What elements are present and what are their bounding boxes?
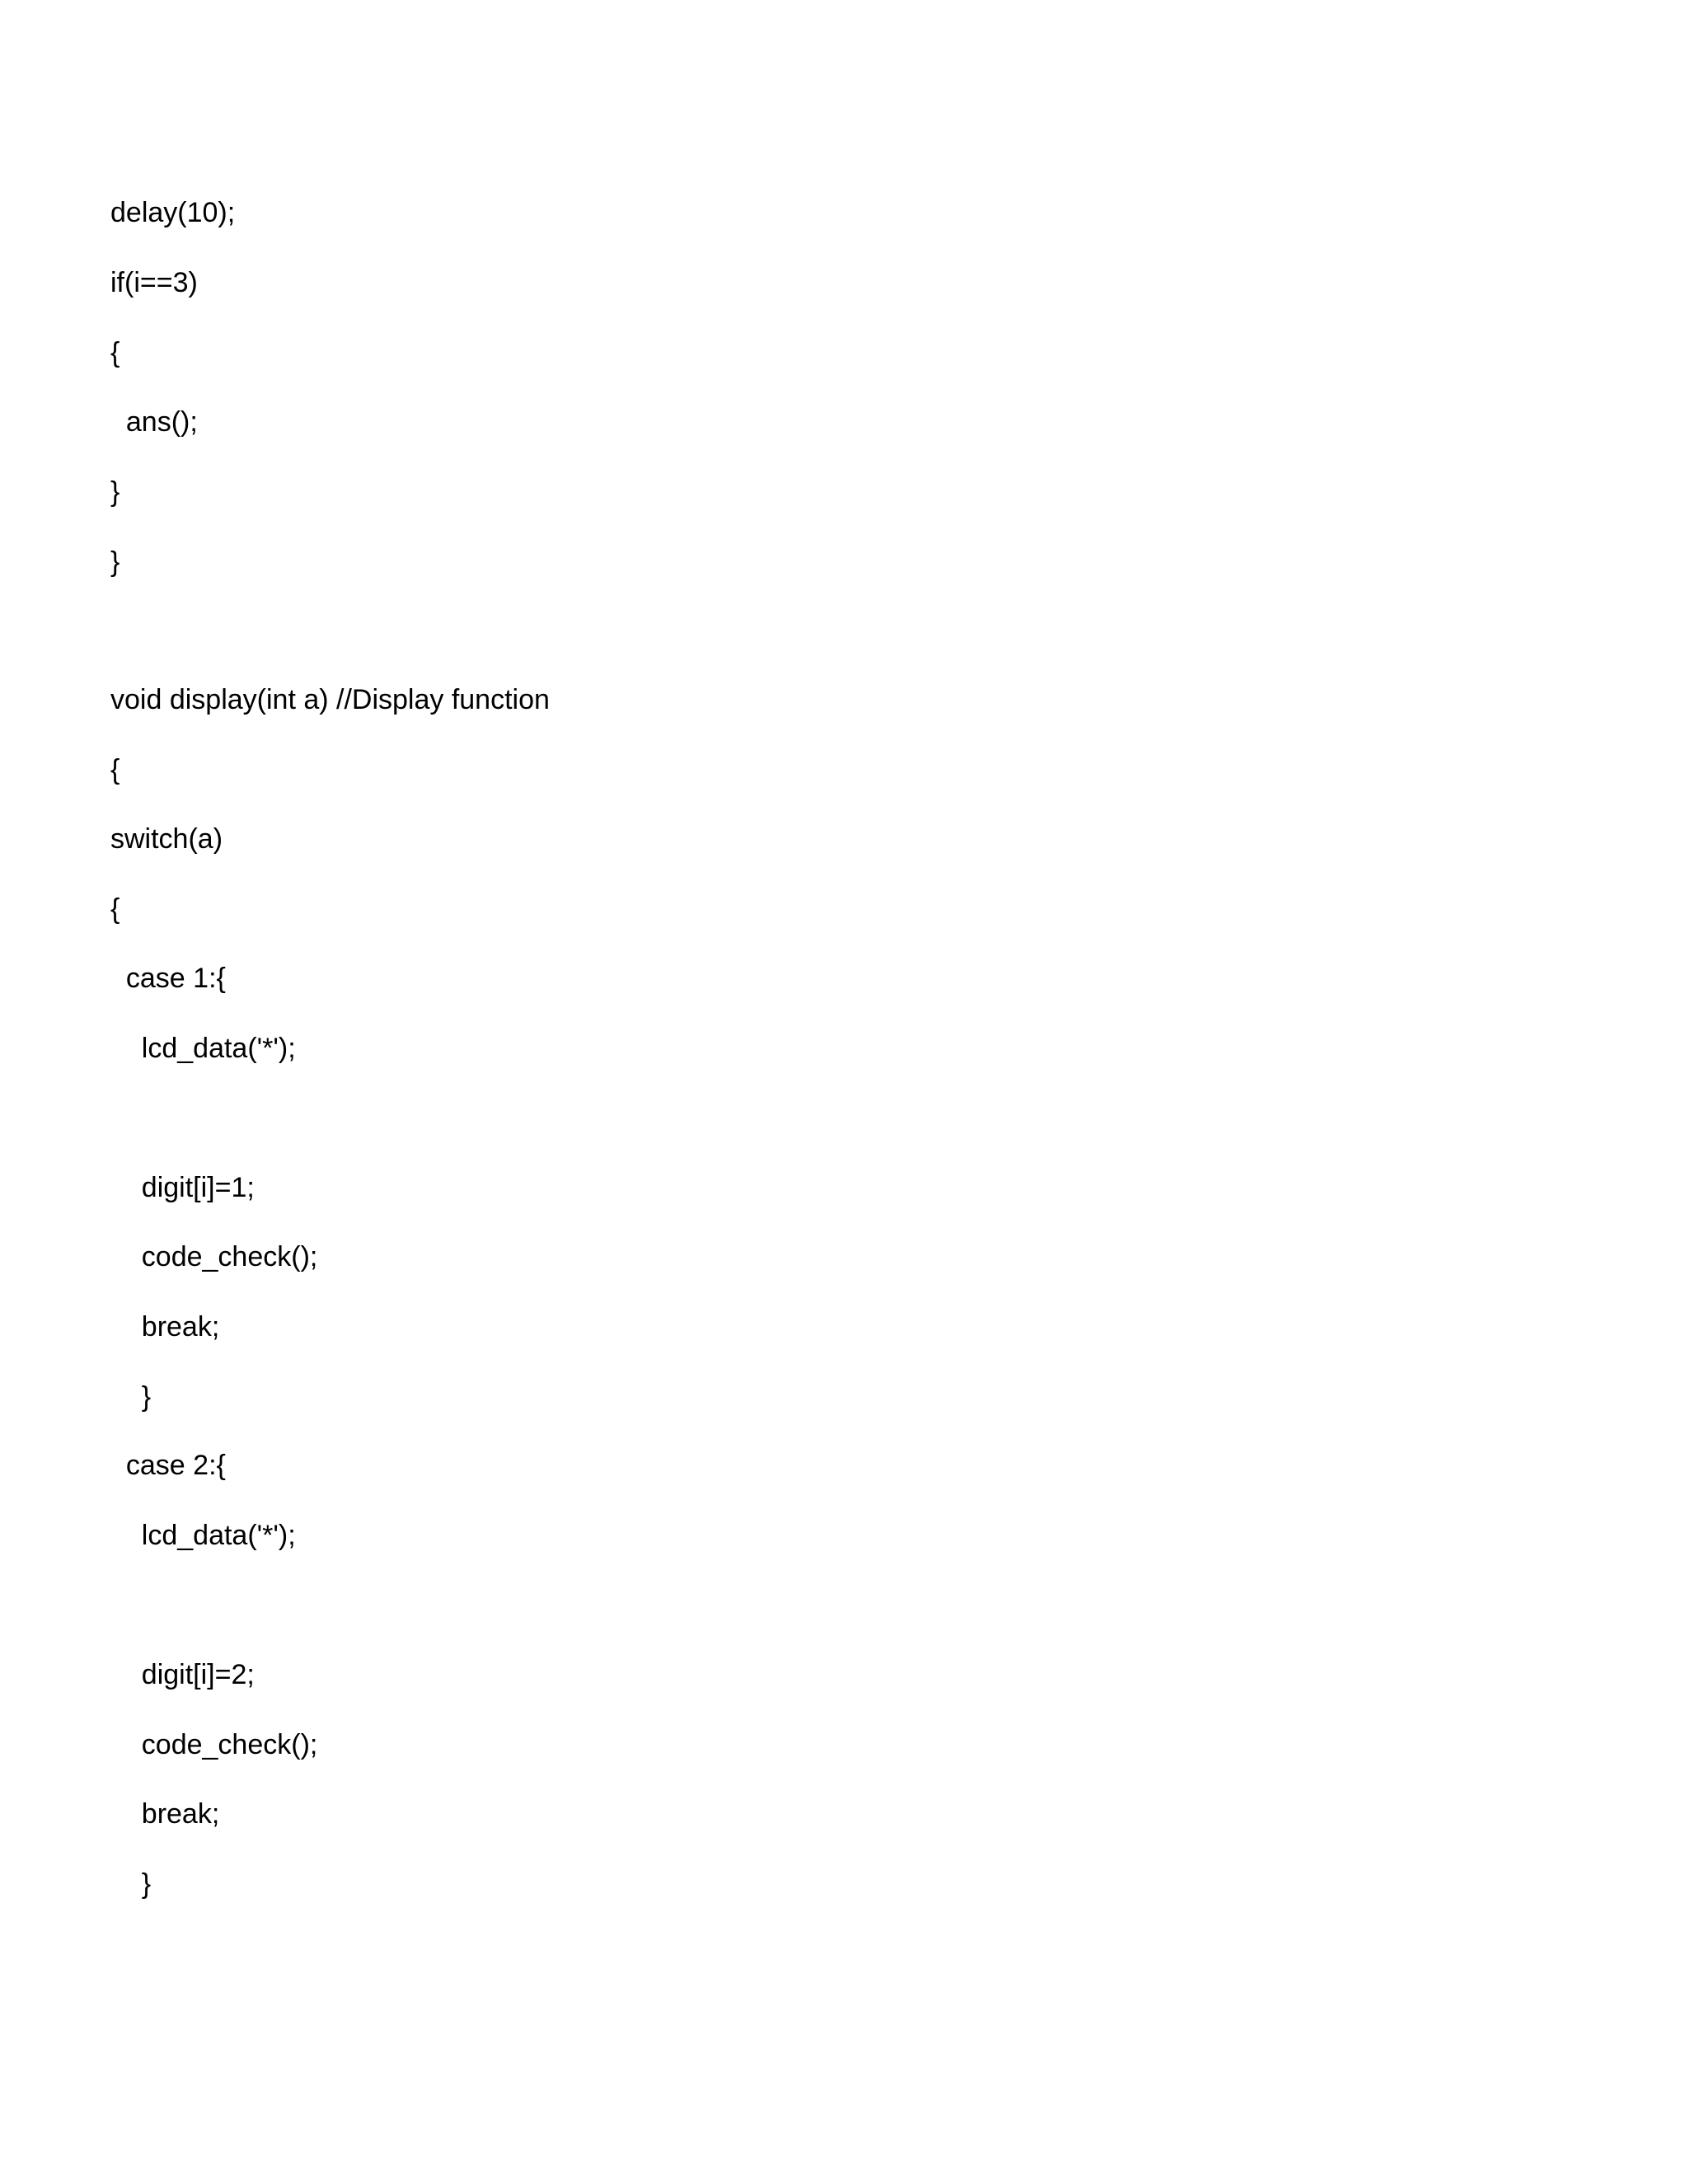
code-line: break; [110,1798,220,1830]
code-line: { [110,337,120,368]
code-line: if(i==3) [110,267,198,298]
code-line: } [110,476,120,508]
code-line: { [110,893,120,925]
code-line: case 1:{ [110,963,226,994]
code-line: case 2:{ [110,1450,226,1481]
code-line: lcd_data('*'); [110,1520,296,1551]
code-line: digit[i]=2; [110,1659,255,1690]
code-line: digit[i]=1; [110,1172,255,1203]
code-line: lcd_data('*'); [110,1033,296,1064]
code-line: break; [110,1311,220,1343]
code-line: code_check(); [110,1241,318,1272]
code-line: switch(a) [110,823,223,855]
code-line: ans(); [110,406,198,438]
code-line: } [110,546,120,578]
code-line: delay(10); [110,197,236,228]
code-line: void display(int a) //Display function [110,684,550,715]
code-line: } [110,1868,152,1900]
code-line: { [110,754,120,785]
code-line: } [110,1381,152,1413]
code-line: code_check(); [110,1729,318,1760]
